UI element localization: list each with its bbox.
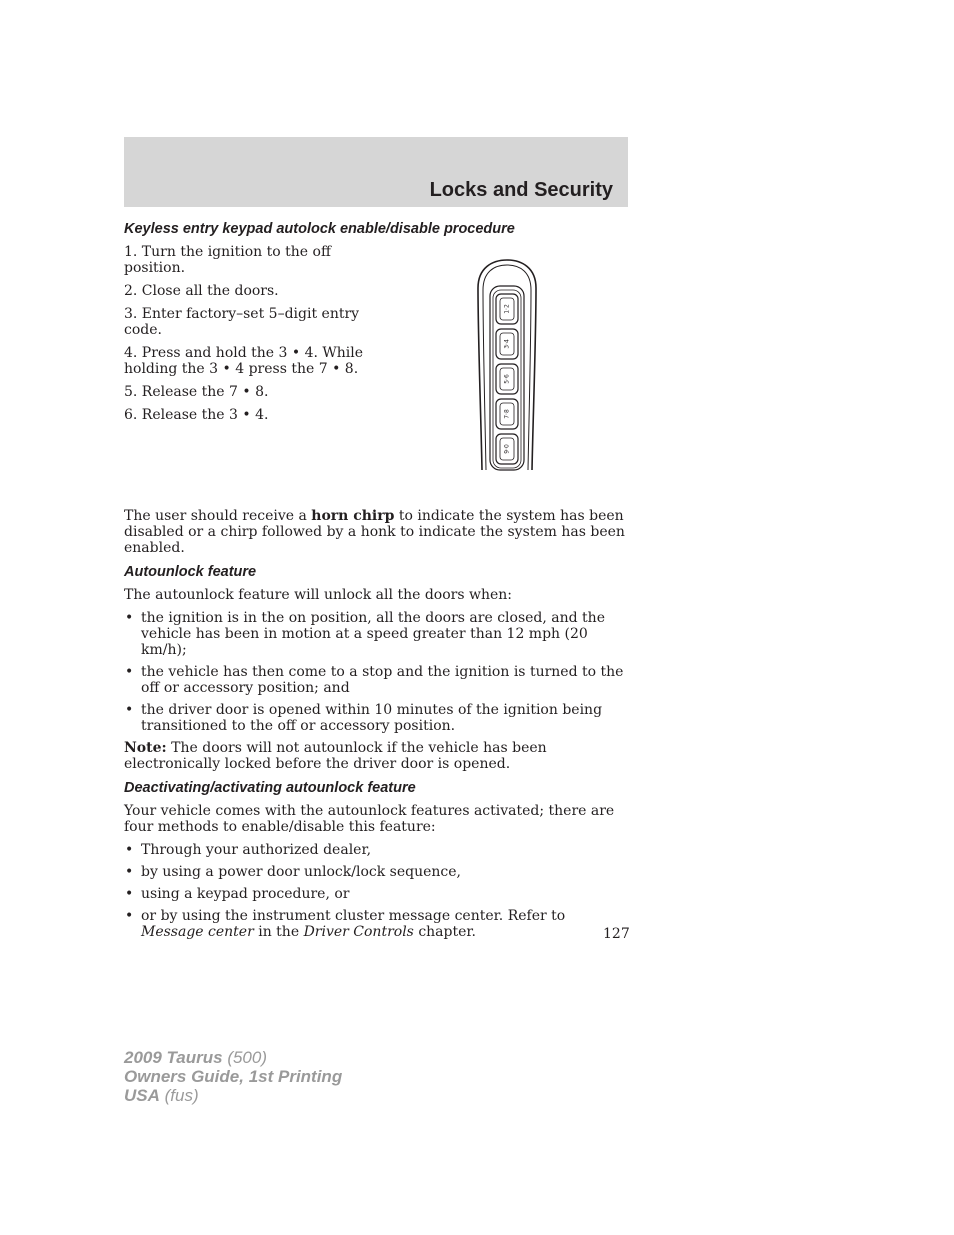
step-1: 1. Turn the ignition to the off position. [124, 244, 331, 276]
keypad-button-label: 7·8 [503, 409, 511, 419]
deactivating-heading: Deactivating/activating autounlock feature [124, 780, 416, 796]
section-title: Locks and Security [429, 179, 613, 201]
message-center-reference: Message center [141, 924, 254, 940]
note-label: Note: [124, 740, 167, 756]
page-number: 127 [603, 926, 630, 942]
autounlock-heading: Autounlock feature [124, 564, 257, 580]
list-item: • the driver door is opened within 10 minutes of the ignition being transitioned to the off or accessory position. [124, 702, 628, 734]
page-content [124, 220, 628, 946]
keypad-button [496, 434, 518, 464]
keypad-button [496, 364, 518, 394]
list-item: • or by using the instrument cluster message center. Refer to Message center in the Driver Controls chapter. [124, 908, 628, 940]
header-band [124, 137, 628, 207]
step-5: 5. Release the 7 • 8. [124, 384, 269, 400]
step-6: 6. Release the 3 • 4. [124, 407, 269, 423]
autounlock-intro: The autounlock feature will unlock all the doors when: [124, 587, 512, 603]
step-4: 4. Press and hold the 3 • 4. While holding the 3 • 4 press the 7 • 8. [124, 345, 364, 377]
step-3: 3. Enter factory–set 5–digit entry code. [124, 306, 360, 338]
keypad-button-label: 1·2 [503, 304, 511, 314]
keypad-button-label: 3·4 [503, 339, 511, 349]
deactivating-intro: Your vehicle comes with the autounlock features activated; there are four methods to enable/disable this feature: [124, 803, 615, 835]
footer [124, 1048, 342, 1105]
list-item: • Through your authorized dealer, [124, 842, 628, 858]
horn-chirp-term: horn chirp [311, 508, 395, 524]
footer-line-1: 2009 Taurus (500) [124, 1048, 268, 1067]
keypad-button [496, 294, 518, 324]
keypad-illustration [476, 258, 538, 474]
autolock-heading: Keyless entry keypad autolock enable/disable procedure [124, 221, 515, 237]
horn-chirp-paragraph: The user should receive a horn chirp to indicate the system has been disabled or a chirp followed by a honk to indicate the system has been enabled. [124, 508, 625, 556]
keypad-button-label: 5·6 [503, 374, 511, 384]
list-item: • the vehicle has then come to a stop and the ignition is turned to the off or accessory position; and [124, 664, 628, 696]
keypad-button [496, 329, 518, 359]
list-item: • by using a power door unlock/lock sequence, [124, 864, 628, 880]
autounlock-note: Note: The doors will not autounlock if the vehicle has been electronically locked before the driver door is opened. [124, 740, 547, 772]
keypad-button [496, 399, 518, 429]
footer-line-2: Owners Guide, 1st Printing [124, 1067, 343, 1086]
step-2: 2. Close all the doors. [124, 283, 279, 299]
list-item: • using a keypad procedure, or [124, 886, 628, 902]
autolock-steps [124, 244, 369, 423]
footer-line-3: USA (fus) [124, 1086, 199, 1105]
driver-controls-reference: Driver Controls [303, 924, 414, 940]
deactivating-methods [124, 842, 628, 940]
keypad-button-label: 9·0 [503, 444, 511, 454]
autounlock-conditions [124, 610, 628, 734]
list-item: • the ignition is in the on position, all the doors are closed, and the vehicle has been in motion at a speed greater than 12 mph (20 km/h); [124, 610, 628, 658]
